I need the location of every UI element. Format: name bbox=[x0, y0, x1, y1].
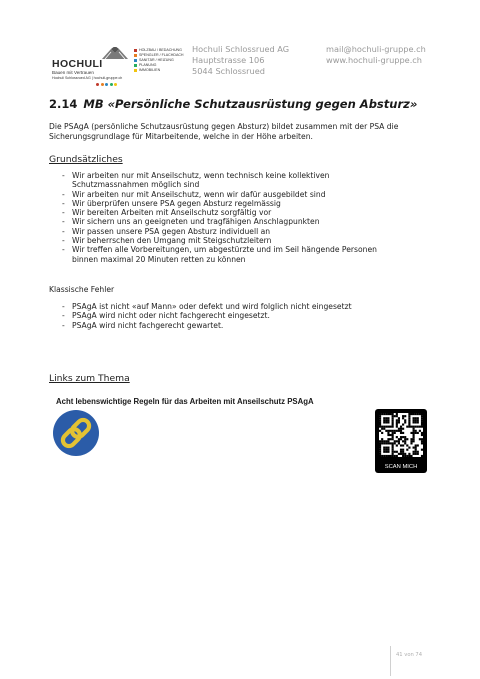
logo-wordmark: HOCHULI bbox=[52, 58, 103, 70]
roof-logo-icon bbox=[102, 47, 128, 59]
service-label: SANITÄR / HEIZUNG bbox=[139, 58, 174, 62]
company-logo bbox=[52, 44, 184, 80]
service-label: HOLZBAU / BEDACHUNG bbox=[139, 48, 182, 52]
logo-tagline: Bauen mit Vertrauen bbox=[52, 70, 94, 75]
section-number: 2.14 bbox=[49, 97, 78, 111]
qr-code-icon bbox=[375, 409, 427, 461]
section-title-text: MB «Persönliche Schutzausrüstung gegen Absturz» bbox=[83, 97, 418, 111]
company-address bbox=[192, 44, 289, 77]
service-label: SPENGLER / FLACHDACH bbox=[139, 53, 184, 57]
service-color-marker bbox=[134, 64, 137, 67]
service-label: IMMOBILIEN bbox=[139, 68, 161, 72]
address-line: Hochuli Schlossrued AG bbox=[192, 44, 290, 54]
qr-scan-label: SCAN MICH bbox=[384, 464, 418, 470]
principle-item: - Wir arbeiten nur mit Anseilschutz, wenn technisch keine kollektiven Schutzmassnahmen möglich sind bbox=[62, 171, 392, 190]
logo-dot bbox=[105, 83, 108, 86]
service-item bbox=[134, 68, 184, 73]
error-item: - PSAgA wird nicht fachgerecht gewartet. bbox=[62, 321, 392, 330]
service-label: PLANUNG bbox=[139, 63, 157, 67]
error-item: - PSAgA ist nicht «auf Mann» oder defekt und wird folglich nicht eingesetzt bbox=[62, 302, 392, 311]
company-contact bbox=[326, 44, 426, 66]
errors-list bbox=[62, 302, 392, 330]
link-item-title[interactable]: Acht lebenswichtige Regeln für das Arbeiten mit Anseilschutz PSAgA bbox=[56, 397, 314, 406]
section-title bbox=[49, 97, 417, 111]
page-number: 41 von 74 bbox=[396, 652, 423, 658]
principle-item: - Wir treffen alle Vorbereitungen, um abgestürzte und im Seil hängende Personen binnen maximal 20 Minuten retten zu können bbox=[62, 245, 392, 264]
principle-item: - Wir bereiten Arbeiten mit Anseilschutz sorgfältig vor bbox=[62, 208, 392, 217]
service-color-marker bbox=[134, 54, 137, 57]
logo-dot bbox=[101, 83, 104, 86]
principles-heading: Grundsätzliches bbox=[49, 154, 123, 165]
principle-item: - Wir arbeiten nur mit Anseilschutz, wenn wir dafür ausgebildet sind bbox=[62, 190, 392, 199]
principle-item: - Wir überprüfen unsere PSA gegen Absturz regelmässig bbox=[62, 199, 392, 208]
links-heading: Links zum Thema bbox=[49, 373, 130, 384]
service-color-marker bbox=[134, 59, 137, 62]
error-item: - PSAgA wird nicht oder nicht fachgerecht eingesetzt. bbox=[62, 311, 392, 320]
footer-divider bbox=[390, 646, 391, 676]
page-header bbox=[52, 44, 432, 80]
qr-code[interactable] bbox=[375, 409, 427, 473]
service-color-marker bbox=[134, 49, 137, 52]
service-color-marker bbox=[134, 69, 137, 72]
contact-line: www.hochuli-gruppe.ch bbox=[326, 55, 422, 65]
principle-item: - Wir passen unsere PSA gegen Absturz individuell an bbox=[62, 227, 392, 236]
logo-dot bbox=[110, 83, 113, 86]
contact-line: mail@hochuli-gruppe.ch bbox=[326, 44, 426, 54]
principles-list bbox=[62, 171, 392, 264]
logo-dot bbox=[114, 83, 117, 86]
address-line: 5044 Schlossrued bbox=[192, 66, 265, 76]
address-line: Hauptstrasse 106 bbox=[192, 55, 265, 65]
logo-color-dots bbox=[96, 71, 119, 90]
service-list bbox=[134, 48, 184, 73]
intro-paragraph: Die PSAgA (persönliche Schutzausrüstung gegen Absturz) bildet zusammen mit der PSA die Sicherungsgrundlage für Mitarbeitende, welche in der Höhe arbeiten. bbox=[49, 122, 399, 141]
logo-dot bbox=[96, 83, 99, 86]
logo-subline: Hochuli Schlossrued AG | hochuli-gruppe.ch bbox=[52, 76, 123, 80]
principle-item: - Wir sichern uns an geeigneten und tragfähigen Anschlagpunkten bbox=[62, 217, 392, 226]
errors-heading: Klassische Fehler bbox=[49, 285, 115, 294]
chain-link-icon[interactable] bbox=[53, 410, 99, 456]
principle-item: - Wir beherrschen den Umgang mit Steigschutzleitern bbox=[62, 236, 392, 245]
